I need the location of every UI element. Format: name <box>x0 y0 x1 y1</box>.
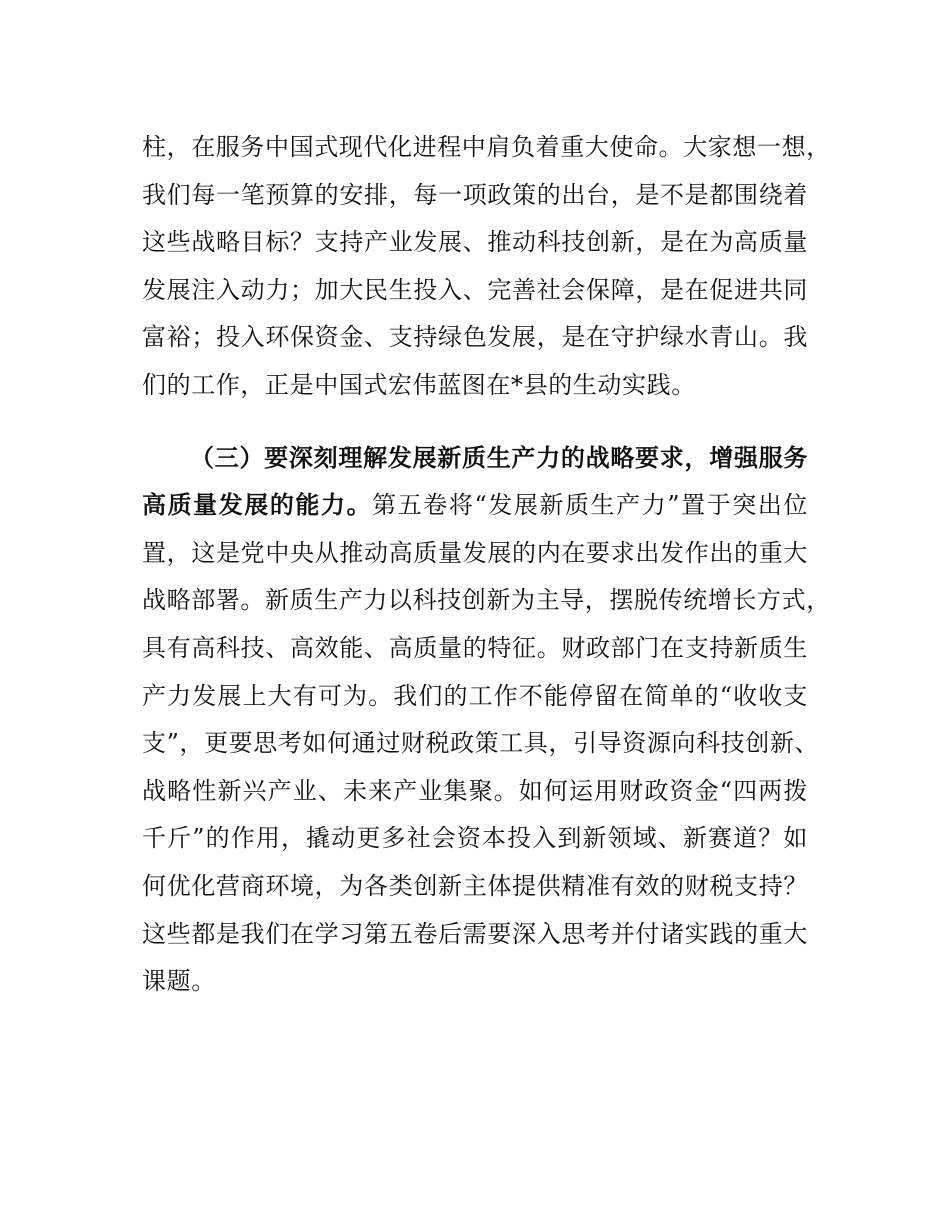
heading-text: （三）要深刻理解发展新质生产力的战略要求，增强服务 <box>190 443 808 472</box>
text-line: 课题。 <box>142 967 216 996</box>
text-line: 具有高科技、高效能、高质量的特征。财政部门在支持新质生 <box>142 633 808 662</box>
text-line: 柱，在服务中国式现代化进程中肩负着重大使命。大家想一想， <box>142 133 831 161</box>
text-line: 战略性新兴产业、未来产业集聚。如何运用财政资金“四两拨 <box>142 776 808 805</box>
text-line: 战略部署。新质生产力以科技创新为主导，摆脱传统增长方式， <box>142 586 831 615</box>
text-line: 产力发展上大有可为。我们的工作不能停留在简单的“收收支 <box>142 681 808 710</box>
paragraph-2 <box>142 435 831 1006</box>
document-page <box>142 124 831 1006</box>
text-line: 这些战略目标？支持产业发展、推动科技创新，是在为高质量 <box>142 228 808 257</box>
text-line: 们的工作，正是中国式宏伟蓝图在*县的生动实践。 <box>142 370 696 399</box>
text-line: 千斤”的作用，撬动更多社会资本投入到新领域、新赛道？如 <box>142 824 808 853</box>
text-line: 何优化营商环境，为各类创新主体提供精准有效的财税支持？ <box>142 871 808 900</box>
text-line: 我们每一笔预算的安排，每一项政策的出台，是不是都围绕着 <box>142 180 808 209</box>
text-line: 这些都是我们在学习第五卷后需要深入思考并付诸实践的重大 <box>142 919 808 948</box>
section-heading <box>142 435 808 483</box>
text-line <box>142 482 808 530</box>
text-line: 富裕；投入环保资金、支持绿色发展，是在守护绿水青山。我 <box>142 323 808 352</box>
paragraph-1 <box>142 124 831 410</box>
text-span: 第五卷将“发展新质生产力”置于突出位 <box>372 491 808 520</box>
text-line: 置，这是党中央从推动高质量发展的内在要求出发作出的重大 <box>142 538 808 567</box>
text-line: 发展注入动力；加大民生投入、完善社会保障，是在促进共同 <box>142 275 808 304</box>
text-line: 支”，更要思考如何通过财税政策工具，引导资源向科技创新、 <box>142 729 820 758</box>
heading-text-continued: 高质量发展的能力。 <box>142 491 373 520</box>
